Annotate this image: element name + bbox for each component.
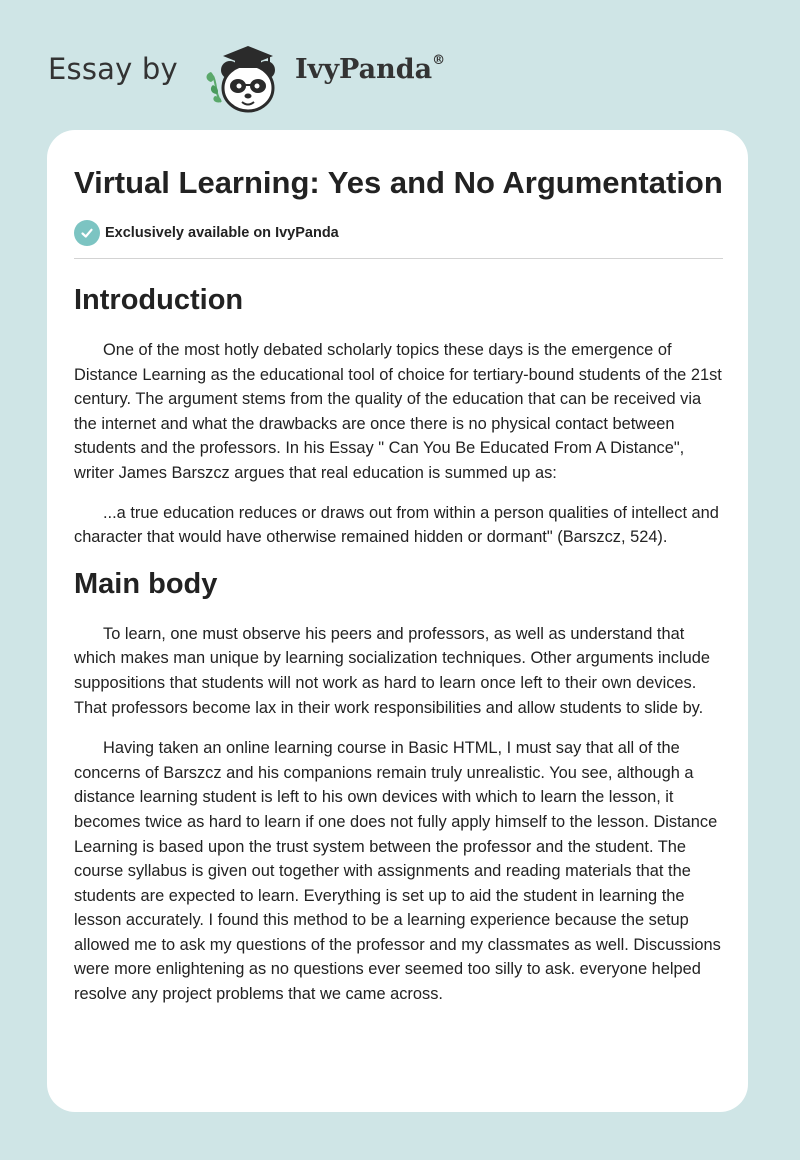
section-introduction — [74, 280, 723, 550]
exclusive-badge — [74, 220, 723, 246]
section-heading: Introduction — [74, 284, 244, 316]
quote-paragraph: ...a true education reduces or draws out from within a person qualities of intellect and character that would have otherwise remained hidden or dormant" (Barszcz, 524). — [74, 503, 719, 547]
section-heading: Main body — [74, 567, 218, 600]
panda-logo-icon[interactable] — [203, 36, 289, 116]
paragraph: To learn, one must observe his peers and professors, as well as understand that which makes man unique by learning socialization techniques. Other arguments include suppositions that students will not work as hard to learn once left to their own devices. That professors become lax in their work responsibilities and allow students to slide by. — [74, 624, 710, 717]
check-icon — [74, 220, 100, 246]
exclusive-label: Exclusively available on IvyPanda — [105, 225, 339, 241]
brand-name[interactable] — [295, 54, 445, 85]
essay-title: Virtual Learning: Yes and No Argumentation — [74, 165, 723, 200]
brand-text: IvyPanda — [295, 54, 433, 85]
site-header — [48, 30, 568, 120]
title-divider — [74, 258, 723, 259]
paragraph: One of the most hotly debated scholarly topics these days is the emergence of Distance Learning as the educational tool of choice for tertiary-bound students of the 21st century. The argument stems from the quality of the education that can be received via the internet and what the drawbacks are once there is no physical contact between students and the professors. In his Essay " Can You Be Educated From A Distance", writer James Barszcz argues that real education is summed up as: — [74, 341, 722, 482]
paragraph: Having taken an online learning course in Basic HTML, I must say that all of the concerns of Barszcz and his companions remain truly unrealistic. You see, although a distance learning student is left to his own devices with which to learn the lesson, it becomes twice as hard to learn if one does not fully apply himself to the lesson. Distance Learning is based upon the trust system between the professor and the student. The course syllabus is given out together with assignments and reading materials that the students are expected to learn. Everything is set up to aid the student in learning the lesson accurately. I found this method to be a learning experience because the setup allowed me to ask my questions of the professor and my classmates as well. Discussions were more enlightening as no questions ever seemed too silly to ask. everyone helped resolve any project problems that we came across. — [74, 739, 721, 1004]
registered-mark: ® — [432, 53, 446, 68]
essay-card — [47, 130, 748, 1112]
section-main-body — [74, 564, 723, 1007]
essay-content — [74, 162, 723, 1007]
essay-by-label: Essay by — [48, 52, 178, 86]
